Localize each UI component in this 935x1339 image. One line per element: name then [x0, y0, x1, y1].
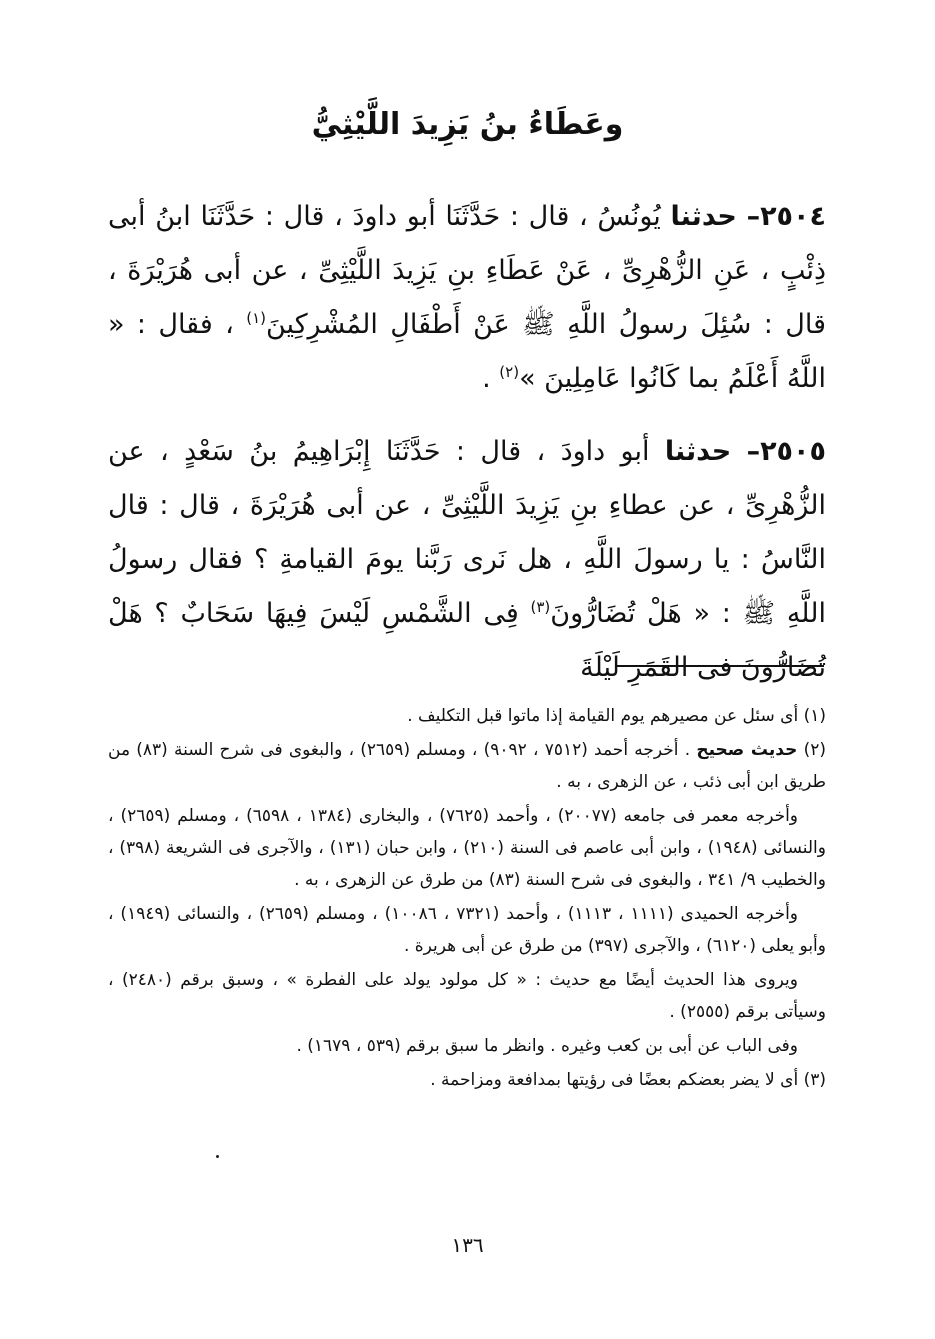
footnote-2-para-2: وأخرجه معمر فى جامعه (٢٠٠٧٧) ، وأحمد (٧٦٢٥) ، والبخارى (١٣٨٤ ، ٦٥٩٨) ، ومسلم (٢٦٥٩) ، والنسائى (١٩٤٨) ، وابن أبى عاصم فى السنة (٢١٠) ، وابن حبان (١٣١) ، والآجرى فى الشريعة (٣٩٨) ، والخطيب ٩/ ٣٤١ ، والبغوى فى شرح السنة (٨٣) من طرق عن الزهرى ، به . [108, 806, 826, 890]
footnote-ref-2: (٢) [499, 363, 520, 381]
footnote-2 [108, 734, 826, 798]
print-speck [216, 1155, 219, 1158]
hadith-2505 [108, 425, 826, 683]
footnote-2-grade: حديث صحيح [696, 740, 798, 760]
hadith-lead: حدثنا [670, 201, 737, 232]
footnote-2-para-3: وأخرجه الحميدى (١١١١ ، ١١١٣) ، وأحمد (٧٣٢١ ، ١٠٠٨٦) ، ومسلم (٢٦٥٩) ، والنسائى (١٩٤٩) ، وأبو يعلى (٦١٢٠) ، والآجرى (٣٩٧) من طرق عن أبى هريرة . [108, 904, 826, 956]
hadith-text: يُونُسُ ، قال : حَدَّثَنَا أبو داودَ ، قال : حَدَّثَنَا ابنُ أبى ذِئْبٍ ، عَنِ الزُّهْرِىِّ ، عَنْ عَطَاءِ بنِ يَزِيدَ اللَّيْثِىِّ ، عن أبى هُرَيْرَةَ ، قال : سُئِلَ رسولُ اللَّهِ ﷺ عَنْ أَطْفَالِ المُشْرِكِينَ [108, 201, 826, 340]
page-number: ١٣٦ [451, 1233, 484, 1257]
footnotes [108, 700, 826, 1098]
hadith-text-continued: ، فقال : « اللَّهُ أَعْلَمُ بما كَانُوا عَامِلِينَ » [108, 309, 826, 394]
footnote-1: (١) أى سئل عن مصيرهم يوم القيامة إذا ماتوا قبل التكليف . [407, 706, 826, 726]
hadith-2504 [108, 190, 826, 418]
hadith-text: أبو داودَ ، قال : حَدَّثَنَا إِبْرَاهِيمُ بنُ سَعْدٍ ، عن الزُّهْرِىِّ ، عن عطاءِ بنِ يَزِيدَ اللَّيْثِىِّ ، عن أبى هُرَيْرَةَ ، قال : قال النَّاسُ : يا رسولَ اللَّهِ ، هل نَرى رَبَّنا يومَ القيامةِ ؟ فقال رسولُ اللَّهِ ﷺ : « هَلْ تُضَارُّونَ [108, 436, 826, 629]
footnote-ref-3: (٣) [530, 598, 551, 616]
footnote-2-para-4: ويروى هذا الحديث أيضًا مع حديث : « كل مولود يولد على الفطرة » ، وسبق برقم (٢٤٨٠) ، وسيأتى برقم (٢٥٥٥) . [108, 970, 826, 1022]
hadith-lead: حدثنا [664, 436, 732, 467]
hadith-text-continued: فِى الشَّمْسِ لَيْسَ فِيهَا سَحَابٌ ؟ هَلْ تُضَارُّونَ فى القَمَرِ لَيْلَةَ [108, 598, 826, 683]
footnote-3: (٣) أى لا يضر بعضكم بعضًا فى رؤيتها بمدافعة ومزاحمة . [430, 1070, 826, 1090]
hadith-number: ٢٥٠٤– [746, 201, 826, 232]
footnote-divider [616, 665, 824, 667]
footnote-ref-1: (١) [246, 309, 266, 327]
hadith-text-end: . [482, 363, 491, 394]
footnote-2-para-5: وفى الباب عن أبى بن كعب وغيره . وانظر ما سبق برقم (٥٣٩ ، ١٦٧٩) . [296, 1036, 798, 1056]
footnote-2-text: . أخرجه أحمد (٧٥١٢ ، ٩٠٩٢) ، ومسلم (٢٦٥٩) ، والبغوى فى شرح السنة (٨٣) من طريق ابن أبى ذئب ، عن الزهرى ، به . [108, 740, 826, 792]
chapter-heading: وعَطَاءُ بنُ يَزِيدَ اللَّيْثِيُّ [311, 107, 624, 142]
footnote-2-number: (٢) [803, 740, 827, 760]
hadith-number: ٢٥٠٥– [746, 436, 826, 467]
